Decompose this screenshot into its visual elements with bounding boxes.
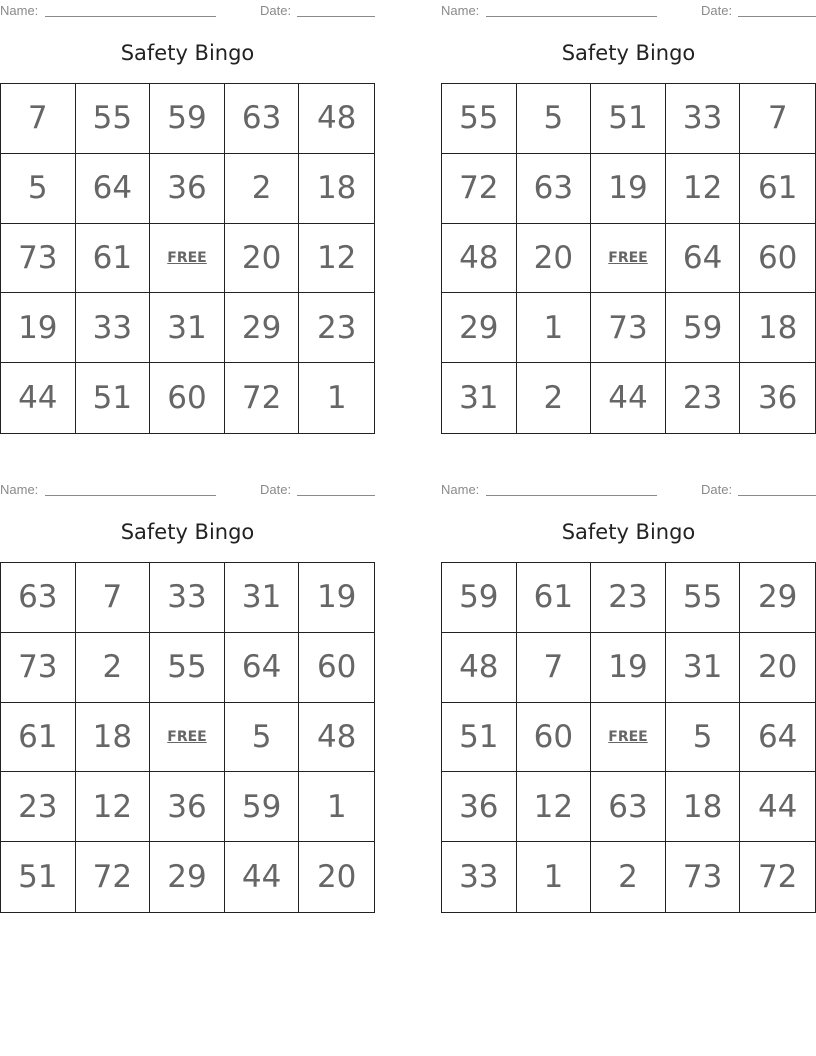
bingo-cell[interactable]: 2 <box>591 842 666 912</box>
bingo-cell[interactable]: 19 <box>591 633 666 703</box>
bingo-cell[interactable]: 55 <box>442 84 517 154</box>
name-date-header <box>441 482 816 498</box>
name-date-header <box>0 3 375 19</box>
bingo-cell[interactable]: 19 <box>299 563 374 633</box>
bingo-cell[interactable]: 2 <box>76 633 151 703</box>
date-field-line[interactable] <box>297 16 375 17</box>
bingo-cell[interactable]: 20 <box>740 633 815 703</box>
bingo-cell[interactable]: 59 <box>150 84 225 154</box>
bingo-cell[interactable]: 60 <box>517 703 592 773</box>
bingo-cell[interactable]: 29 <box>225 293 300 363</box>
bingo-cell[interactable]: 44 <box>225 842 300 912</box>
bingo-cell[interactable]: 7 <box>740 84 815 154</box>
bingo-cell[interactable]: 60 <box>150 363 225 433</box>
bingo-cell[interactable]: 7 <box>1 84 76 154</box>
bingo-cell[interactable]: 36 <box>150 154 225 224</box>
bingo-cell[interactable]: 64 <box>225 633 300 703</box>
bingo-cell[interactable]: 19 <box>591 154 666 224</box>
name-label: Name: <box>441 3 480 18</box>
bingo-cell[interactable]: 48 <box>442 224 517 294</box>
name-field-line[interactable] <box>486 495 657 496</box>
bingo-cell[interactable]: 48 <box>442 633 517 703</box>
card-title: Safety Bingo <box>561 520 696 544</box>
bingo-cell[interactable]: 29 <box>442 293 517 363</box>
bingo-cell[interactable]: 36 <box>442 772 517 842</box>
bingo-cell[interactable]: 18 <box>740 293 815 363</box>
bingo-cell[interactable]: 1 <box>517 842 592 912</box>
bingo-cell[interactable]: 31 <box>225 563 300 633</box>
bingo-cell[interactable]: 51 <box>591 84 666 154</box>
bingo-cell[interactable]: 33 <box>150 563 225 633</box>
bingo-cell[interactable]: 72 <box>442 154 517 224</box>
bingo-cell[interactable]: 23 <box>666 363 741 433</box>
bingo-cell[interactable]: 51 <box>442 703 517 773</box>
bingo-cell[interactable]: 31 <box>666 633 741 703</box>
date-field-line[interactable] <box>738 16 816 17</box>
bingo-cell[interactable]: 23 <box>1 772 76 842</box>
bingo-cell[interactable]: 20 <box>517 224 592 294</box>
bingo-cell[interactable]: 12 <box>517 772 592 842</box>
bingo-cell[interactable]: 48 <box>299 84 374 154</box>
bingo-grid <box>0 562 375 913</box>
card-title: Safety Bingo <box>120 520 255 544</box>
name-field-line[interactable] <box>45 495 216 496</box>
bingo-cell[interactable]: 5 <box>1 154 76 224</box>
bingo-cell[interactable]: 60 <box>740 224 815 294</box>
bingo-cell[interactable]: 7 <box>517 633 592 703</box>
bingo-cell[interactable]: 59 <box>666 293 741 363</box>
bingo-cell[interactable]: 44 <box>1 363 76 433</box>
date-label: Date: <box>701 482 733 497</box>
bingo-cell[interactable]: 1 <box>326 380 347 417</box>
bingo-cell[interactable]: 61 <box>76 224 151 294</box>
bingo-cell[interactable]: 20 <box>225 224 300 294</box>
bingo-cell[interactable]: 64 <box>666 224 741 294</box>
bingo-cell[interactable]: 23 <box>299 293 374 363</box>
card-title: Safety Bingo <box>561 41 696 65</box>
bingo-cell[interactable]: 5 <box>225 703 300 773</box>
bingo-cell[interactable]: 29 <box>740 563 815 633</box>
bingo-cell[interactable]: 51 <box>1 842 76 912</box>
bingo-cell[interactable]: 55 <box>76 84 151 154</box>
bingo-cell[interactable]: 20 <box>316 859 357 896</box>
date-label: Date: <box>260 482 292 497</box>
bingo-cell[interactable]: 73 <box>1 633 76 703</box>
bingo-cell[interactable]: 5 <box>517 84 592 154</box>
card-title: Safety Bingo <box>120 41 255 65</box>
bingo-cell[interactable]: 63 <box>591 772 666 842</box>
bingo-cell[interactable]: 55 <box>666 563 741 633</box>
bingo-cell[interactable]: 63 <box>517 154 592 224</box>
date-field-line[interactable] <box>738 495 816 496</box>
bingo-cell[interactable]: 36 <box>757 380 798 417</box>
bingo-cell[interactable]: 44 <box>591 363 666 433</box>
bingo-cell[interactable]: 29 <box>150 842 225 912</box>
name-date-header <box>441 3 816 19</box>
bingo-cell[interactable]: 1 <box>299 772 374 842</box>
bingo-cell[interactable]: 73 <box>666 842 741 912</box>
bingo-cell[interactable]: 55 <box>150 633 225 703</box>
free-space-cell[interactable]: FREE <box>591 224 666 294</box>
bingo-cell[interactable]: 61 <box>1 703 76 773</box>
bingo-cell[interactable]: 12 <box>666 154 741 224</box>
bingo-cell[interactable]: 73 <box>1 224 76 294</box>
bingo-cell[interactable]: 18 <box>666 772 741 842</box>
bingo-cell[interactable]: 33 <box>666 84 741 154</box>
bingo-cell[interactable]: 2 <box>225 154 300 224</box>
bingo-grid <box>0 83 375 434</box>
bingo-cell[interactable]: 31 <box>150 293 225 363</box>
bingo-cell[interactable]: 60 <box>299 633 374 703</box>
bingo-cell[interactable]: 36 <box>150 772 225 842</box>
name-label: Name: <box>441 482 480 497</box>
name-field-line[interactable] <box>486 16 657 17</box>
name-label: Name: <box>0 3 39 18</box>
bingo-cell[interactable]: 72 <box>225 363 300 433</box>
bingo-cell[interactable]: 51 <box>76 363 151 433</box>
date-label: Date: <box>701 3 733 18</box>
bingo-cell[interactable]: 61 <box>517 563 592 633</box>
date-field-line[interactable] <box>297 495 375 496</box>
bingo-cell[interactable]: 12 <box>299 224 374 294</box>
bingo-cell[interactable]: 63 <box>225 84 300 154</box>
bingo-cell[interactable]: 5 <box>666 703 741 773</box>
bingo-cell[interactable]: 44 <box>740 772 815 842</box>
bingo-cell[interactable]: 33 <box>442 842 517 912</box>
bingo-cell[interactable]: 59 <box>442 563 517 633</box>
bingo-cell[interactable]: 2 <box>517 363 592 433</box>
bingo-cell[interactable]: 7 <box>76 563 151 633</box>
bingo-grid <box>441 83 816 434</box>
free-space-cell[interactable]: FREE <box>150 224 225 294</box>
name-date-header <box>0 482 375 498</box>
bingo-cell[interactable]: 59 <box>225 772 300 842</box>
bingo-cell[interactable]: 18 <box>299 154 374 224</box>
bingo-cell[interactable]: 19 <box>1 293 76 363</box>
bingo-cell[interactable]: 31 <box>442 363 517 433</box>
bingo-cell[interactable]: 1 <box>517 293 592 363</box>
name-field-line[interactable] <box>45 16 216 17</box>
free-space-cell[interactable]: FREE <box>591 703 666 773</box>
bingo-cell[interactable]: 23 <box>591 563 666 633</box>
bingo-cell[interactable]: 72 <box>757 859 798 896</box>
name-label: Name: <box>0 482 39 497</box>
free-space-cell[interactable]: FREE <box>150 703 225 773</box>
date-label: Date: <box>260 3 292 18</box>
bingo-cell[interactable]: 63 <box>1 563 76 633</box>
bingo-grid <box>441 562 816 913</box>
bingo-cell[interactable]: 73 <box>591 293 666 363</box>
bingo-cell[interactable]: 18 <box>76 703 151 773</box>
bingo-cell[interactable]: 61 <box>740 154 815 224</box>
bingo-cell[interactable]: 72 <box>76 842 151 912</box>
bingo-cell[interactable]: 64 <box>76 154 151 224</box>
bingo-cell[interactable]: 48 <box>299 703 374 773</box>
bingo-cell[interactable]: 33 <box>76 293 151 363</box>
bingo-cell[interactable]: 64 <box>740 703 815 773</box>
bingo-cell[interactable]: 12 <box>76 772 151 842</box>
